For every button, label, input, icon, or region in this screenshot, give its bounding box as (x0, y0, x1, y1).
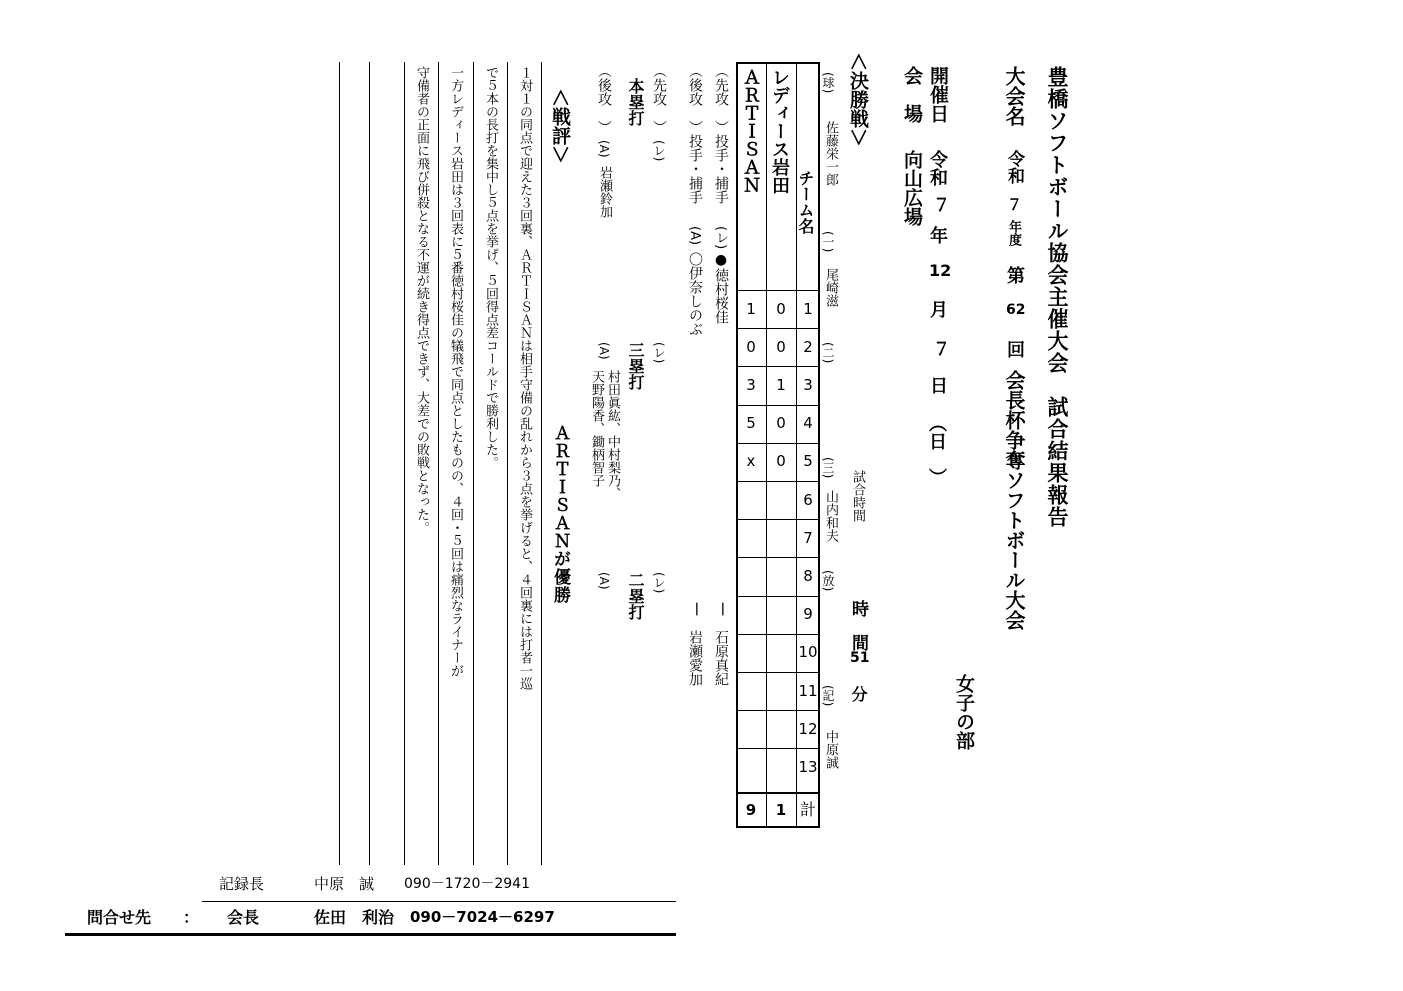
review-line-4: 守備者の正面に飛び併殺となる不運が続き得点できず、大差での敗戦となった。 (414, 66, 429, 534)
game-time-minutes: 51 (850, 650, 870, 666)
venue-value: 向山広場 (901, 150, 923, 226)
date-weekday: （日 ） (926, 414, 947, 486)
game-time-label: 試合時間 (850, 470, 865, 522)
recorder-rule (202, 901, 676, 902)
tournament-number: 62 (1006, 302, 1026, 318)
battery-first-team: (レ) (713, 226, 728, 250)
inning-score-second: 1 (746, 299, 756, 318)
inning-score-first: 0 (776, 299, 786, 318)
review-rule (507, 62, 508, 865)
review-rule (438, 62, 439, 865)
triple-second-players-2: 天野陽香、鋤柄智子 (589, 370, 604, 487)
inning-score-first: 0 (776, 414, 786, 433)
inning-score-second (736, 710, 766, 748)
hits-second-label: （後攻 ） (596, 64, 612, 134)
inning-label: 13 (798, 757, 818, 776)
recorder-phone: 090－1720－2941 (404, 876, 530, 892)
triple-second-players-1: 村田眞紘、中村梨乃、 (605, 370, 620, 500)
inning-score-second: x (746, 452, 756, 471)
inning-label: 9 (803, 605, 813, 624)
inning-label: 5 (803, 452, 813, 471)
inning-label: 10 (798, 643, 818, 662)
tournament-nendo: 年度 (1006, 220, 1021, 246)
review-rule (369, 62, 370, 865)
recorder-label: 記録長 (219, 875, 265, 893)
tournament-dai: 第 (1004, 266, 1025, 284)
review-rule (541, 62, 542, 865)
inning-score-first (766, 672, 796, 710)
inning-score-first (766, 634, 796, 672)
game-time-prefix: 時 間 (848, 600, 868, 651)
team-name-first: レディース岩田 (769, 68, 790, 194)
umpire-first: 尾崎滋 (823, 268, 838, 307)
inning-label: 1 (803, 299, 813, 318)
umpire-plate-label: (球) (821, 72, 835, 94)
umpire-third-label: (三) (821, 457, 835, 479)
tournament-name: 会長杯争奪ソフトボール大会 (1002, 370, 1026, 630)
inquiry-label: 問合せ先 (87, 908, 152, 927)
inning-label: 8 (803, 566, 813, 585)
battery-second-catcher: 岩瀬愛加 (687, 630, 703, 686)
inning-score-second (736, 748, 766, 786)
umpire-scorer-label: (記) (821, 685, 835, 707)
review-line-3: 一方レディース岩田は３回表に５番徳村桜佳の犠飛で同点としたものの、４回・５回は痛烈なライナーが (448, 66, 463, 677)
battery-second-label: （後攻 ）投手・捕手 (687, 64, 703, 204)
inning-score-first: 0 (776, 337, 786, 356)
date-year: ７ (929, 196, 949, 213)
chair-name: 佐田 利治 (314, 908, 395, 927)
triple-first-team: (レ) (652, 342, 666, 364)
battery-second-pitcher: 〇伊奈しのぶ (687, 252, 703, 336)
tournament-kai: 回 (1004, 340, 1025, 358)
inning-score-second (736, 557, 766, 595)
inning-score-second: 5 (746, 414, 756, 433)
inning-label: 11 (798, 681, 818, 700)
battery-first-dash: － (713, 601, 732, 618)
battery-first-label: （先攻 ）投手・捕手 (713, 64, 729, 204)
tournament-reiwa: 令和 (1004, 150, 1024, 184)
inning-score-first (766, 710, 796, 748)
chair-label: 会長 (227, 908, 260, 927)
review-rule (339, 62, 340, 865)
date-nichi: 日 (927, 376, 948, 394)
review-title: ＜戦評＞ (549, 88, 571, 165)
inning-score-first (766, 596, 796, 634)
inning-score-first: 0 (776, 452, 786, 471)
double-first-team: (レ) (652, 572, 666, 594)
total-second: 9 (745, 800, 757, 819)
tournament-label: 大会名 (1002, 66, 1026, 126)
hits-first-label: （先攻 ） (651, 64, 667, 134)
team-name-second: ＡＲＴＩＳＡＮ (740, 68, 761, 194)
inning-score-second (736, 519, 766, 557)
final-section-title: ＜決勝戦＞ (847, 52, 869, 148)
report-title: 豊橋ソフトボール協会主催大会 試合結果報告 (1045, 66, 1069, 528)
inning-label: 2 (803, 337, 813, 356)
review-line-2: で５本の長打を集中し５点を挙げ、５回得点差コールドで勝利した。 (483, 66, 498, 469)
inning-label: 3 (803, 375, 813, 394)
umpire-second-label: (二) (821, 342, 835, 364)
date-day: ７ (929, 340, 949, 357)
recorder-name: 中原 誠 (314, 875, 375, 893)
venue-label: 会 場 (901, 66, 923, 123)
inning-label: 6 (803, 490, 813, 509)
inquiry-colon: ： (183, 908, 200, 927)
tournament-year: ７ (1005, 197, 1023, 212)
home-run-second-team: (A) (597, 140, 611, 158)
triple-label: 三塁打 (626, 342, 645, 390)
inning-score-first: 1 (776, 375, 786, 394)
footer-rule (65, 933, 676, 936)
umpire-first-label: (一) (821, 231, 835, 253)
battery-first-pitcher: ●徳村桜佳 (713, 252, 729, 324)
team-header: チーム名 (796, 170, 815, 234)
battery-first-catcher: 石原真紀 (713, 630, 729, 686)
review-headline: ＡＲＴＩＳＡＮが優勝 (550, 424, 570, 604)
review-line-1: １対１の同点で迎えた３回裏、ＡＲＴＩＳＡＮは相手守備の乱れから３点を挙げると、４回裏には打者一巡 (517, 66, 532, 690)
home-run-first-team: (レ) (652, 140, 666, 162)
inning-score-first (766, 557, 796, 595)
home-run-second-player: 岩瀬鈴加 (597, 166, 612, 218)
inning-score-first (766, 481, 796, 519)
inning-label: 12 (798, 719, 818, 738)
double-second-team: (A) (597, 572, 611, 590)
date-tsuki: 月 (927, 300, 948, 318)
game-time-unit: 分 (849, 686, 868, 702)
umpire-scorer: 中原誠 (823, 730, 838, 769)
review-rule (404, 62, 405, 865)
division-label: 女子の部 (953, 674, 975, 750)
date-reiwa: 令和 (927, 150, 948, 186)
battery-second-team: (A) (687, 226, 702, 246)
umpire-third: 山内和夫 (823, 490, 838, 542)
total-first: 1 (775, 800, 787, 819)
inning-label: 4 (803, 414, 813, 433)
date-month: 12 (929, 261, 952, 280)
total-header: 計 (799, 800, 816, 819)
home-run-label: 本塁打 (626, 78, 645, 126)
inning-label: 7 (803, 528, 813, 547)
inning-score-second (736, 481, 766, 519)
battery-second-dash: － (687, 601, 706, 618)
inning-score-second (736, 634, 766, 672)
inning-score-second (736, 596, 766, 634)
inning-score-second: 0 (746, 337, 756, 356)
inning-score-first (766, 519, 796, 557)
double-label: 二塁打 (626, 572, 645, 620)
triple-second-team: (A) (597, 342, 611, 360)
review-rule (473, 62, 474, 865)
umpire-plate: 佐藤栄一郎 (823, 121, 838, 186)
chair-phone: 090－7024－6297 (410, 908, 555, 926)
inning-score-second (736, 672, 766, 710)
umpire-broadcast-label: (放) (821, 570, 835, 592)
inning-score-second: 3 (746, 375, 756, 394)
inning-score-first (766, 748, 796, 786)
date-nen: 年 (927, 226, 948, 244)
date-label: 開催日 (927, 66, 949, 123)
